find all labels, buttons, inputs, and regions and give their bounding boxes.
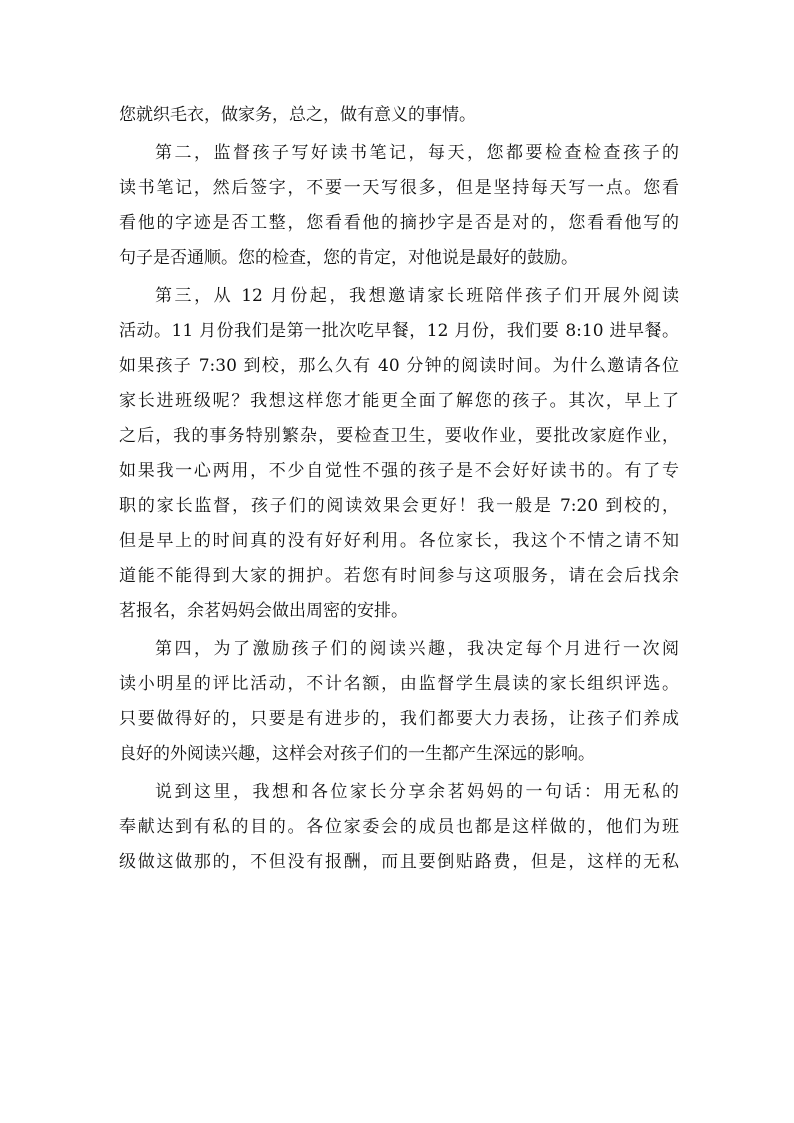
text-line: 第二，监督孩子写好读书笔记，每天，您都要检查检查孩子的 bbox=[155, 143, 679, 163]
text-line: 您就织毛衣，做家务，总之，做有意义的事情。 bbox=[119, 105, 476, 125]
text-line: 级做这做那的，不但没有报酬，而且要倒贴路费，但是，这样的无私 bbox=[119, 852, 679, 872]
paragraph-third-point bbox=[119, 279, 679, 629]
text-line: 第三，从 12 月份起，我想邀请家长班陪伴孩子们开展外阅读 bbox=[155, 286, 679, 306]
text-line: 良好的外阅读兴趣，这样会对孩子们的一生都产生深远的影响。 bbox=[119, 744, 595, 764]
text-line: 奉献达到有私的目的。各位家委会的成员也都是这样做的，他们为班 bbox=[119, 817, 679, 837]
text-line: 读小明星的评比活动，不计名额，由监督学生晨读的家长组织评选。 bbox=[119, 674, 679, 694]
paragraph-closing bbox=[119, 775, 679, 880]
text-line: 茗报名，余茗妈妈会做出周密的安排。 bbox=[119, 601, 408, 621]
text-line: 如果我一心两用，不少自觉性不强的孩子是不会好好读书的。有了专 bbox=[119, 461, 679, 481]
text-line: 活动。11 月份我们是第一批次吃早餐，12 月份，我们要 8:10 进早餐。 bbox=[119, 321, 679, 341]
text-line: 职的家长监督，孩子们的阅读效果会更好！我一般是 7:20 到校的， bbox=[119, 496, 679, 516]
paragraph-continuation bbox=[119, 98, 679, 133]
text-line: 但是早上的时间真的没有好好利用。各位家长，我这个不情之请不知 bbox=[119, 531, 679, 551]
text-line: 看他的字迹是否工整，您看看他的摘抄字是否是对的，您看看他写的 bbox=[119, 213, 679, 233]
paragraph-second-point bbox=[119, 136, 679, 276]
text-line: 家长进班级呢？我想这样您才能更全面了解您的孩子。其次，早上了 bbox=[119, 391, 679, 411]
text-line: 第四，为了激励孩子们的阅读兴趣，我决定每个月进行一次阅 bbox=[155, 639, 679, 659]
document-body bbox=[119, 98, 679, 880]
text-line: 只要做得好的，只要是有进步的，我们都要大力表扬，让孩子们养成 bbox=[119, 709, 679, 729]
text-line: 说到这里，我想和各位家长分享余茗妈妈的一句话：用无私的 bbox=[155, 782, 679, 802]
text-line: 之后，我的事务特别繁杂，要检查卫生，要收作业，要批改家庭作业， bbox=[119, 426, 679, 446]
paragraph-fourth-point bbox=[119, 632, 679, 772]
text-line: 读书笔记，然后签字，不要一天写很多，但是坚持每天写一点。您看 bbox=[119, 178, 679, 198]
text-line: 句子是否通顺。您的检查，您的肯定，对他说是最好的鼓励。 bbox=[119, 248, 578, 268]
text-line: 道能不能得到大家的拥护。若您有时间参与这项服务，请在会后找余 bbox=[119, 566, 679, 586]
text-line: 如果孩子 7:30 到校，那么久有 40 分钟的阅读时间。为什么邀请各位 bbox=[119, 356, 679, 376]
